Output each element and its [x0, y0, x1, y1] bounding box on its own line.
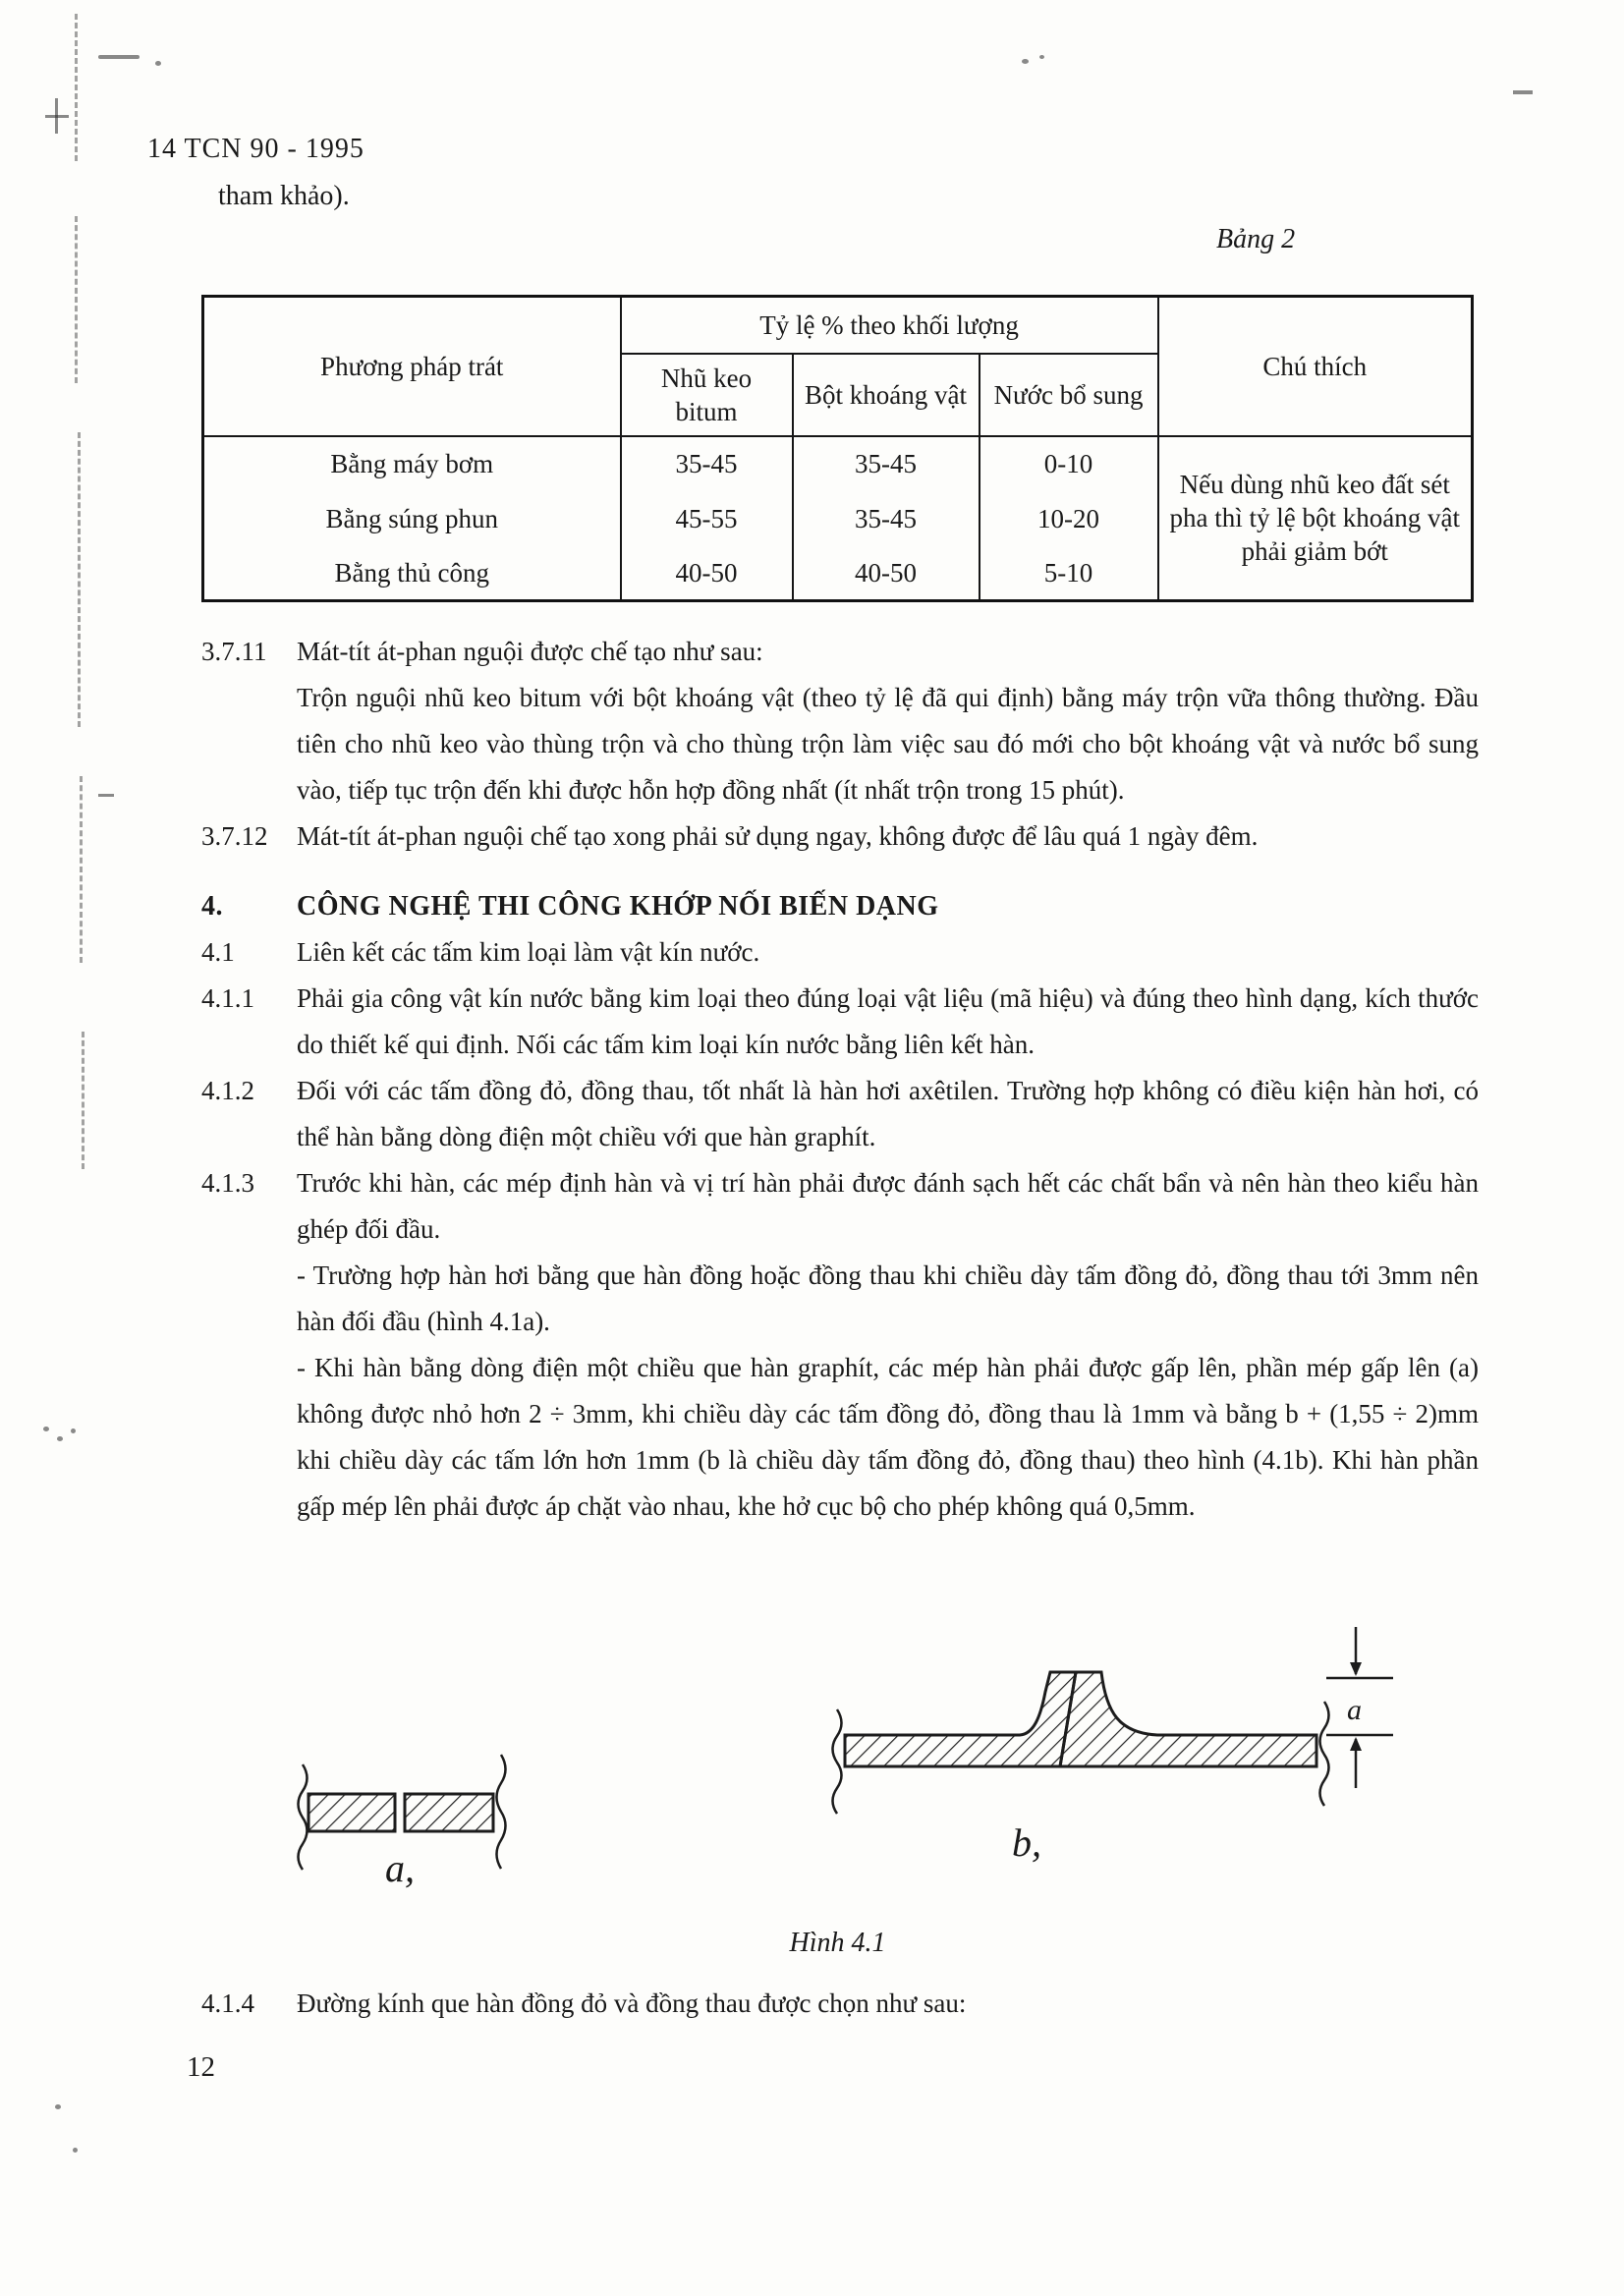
scan-artifact: [75, 14, 78, 161]
cell-note: Nếu dùng nhũ keo đất sét pha thì tỷ lệ bột khoáng vật phải giảm bớt: [1158, 436, 1473, 601]
section-text: CÔNG NGHỆ THI CÔNG KHỚP NỐI BIẾN DẠNG: [297, 891, 939, 922]
scan-artifact: [73, 2148, 78, 2153]
col-header-method: Phương pháp trát: [203, 297, 621, 436]
cell-emulsion: 40-50: [621, 546, 793, 601]
section-3-7-12: [201, 813, 1479, 860]
table-caption: Bảng 2: [1216, 224, 1296, 254]
col-header-mineral: Bột khoáng vật: [793, 354, 980, 436]
section-4-1-3: [201, 1160, 1479, 1253]
section-text: Đối với các tấm đồng đỏ, đồng thau, tốt nhất là hàn hơi axêtilen. Trường hợp không có điều kiện hàn hơi, có thể hàn bằng dòng điện một chiều với que hàn graphít.: [297, 1076, 1479, 1151]
break-line-right-icon: [1320, 1702, 1329, 1806]
section-number: 4.1.4: [201, 1988, 254, 2018]
section-number: 4.1.1: [201, 983, 254, 1013]
cell-water: 10-20: [980, 491, 1158, 546]
section-text: Đường kính que hàn đồng đỏ và đồng thau được chọn như sau:: [297, 1988, 967, 2018]
section-number: 4.: [201, 891, 223, 922]
section-number: 4.1.3: [201, 1168, 254, 1198]
section-text: Mát-tít át-phan nguội chế tạo xong phải sử dụng ngay, không được để lâu quá 1 ngày đêm.: [297, 821, 1259, 851]
dimension-a-label: a: [1347, 1694, 1362, 1726]
section-number: [201, 1253, 297, 1345]
scan-artifact: [98, 794, 114, 797]
break-line-left-icon: [299, 1764, 308, 1870]
scan-artifact: [82, 1032, 84, 1169]
flanged-joint-drawing: [813, 1619, 1408, 1816]
bullet-gas-welding: [201, 1253, 1479, 1345]
page-number: 12: [187, 2051, 215, 2083]
cell-mineral: 35-45: [793, 491, 980, 546]
col-header-emulsion: Nhũ keo bitum: [621, 354, 793, 436]
cell-mineral: 40-50: [793, 546, 980, 601]
section-text: Phải gia công vật kín nước bằng kim loại theo đúng loại vật liệu (mã hiệu) và đúng theo hình dạng, kích thước do thiết kế qui định. Nối các tấm kim loại kín nước bằng liên kết hàn.: [297, 983, 1479, 1059]
col-header-note: Chú thích: [1158, 297, 1473, 436]
cell-emulsion: 35-45: [621, 436, 793, 491]
cell-mineral: 35-45: [793, 436, 980, 491]
spec-table: [201, 295, 1474, 602]
section-text: Trộn nguội nhũ keo bitum với bột khoáng vật (theo tỷ lệ đã qui định) bằng máy trộn vữa thông thường. Đầu tiên cho nhũ keo vào thùng trộn và cho thùng trộn làm việc sau đó mới cho bột khoáng vật và nước bổ sung vào, tiếp tục trộn đến khi được hỗn hợp đồng nhất (ít nhất trộn trong 15 phút).: [297, 683, 1479, 805]
section-4-1-1: [201, 976, 1479, 1068]
section-text: - Trường hợp hàn hơi bằng que hàn đồng hoặc đồng thau khi chiều dày tấm đồng đỏ, đồng thau tới 3mm nên hàn đối đầu (hình 4.1a).: [297, 1260, 1479, 1336]
scan-artifact: [80, 776, 83, 963]
section-number: 3.7.12: [201, 821, 268, 851]
col-group-ratio: Tỷ lệ % theo khối lượng: [621, 297, 1158, 354]
figure-4-1b: [813, 1619, 1408, 1820]
bullet-dc-welding: [201, 1345, 1479, 1530]
cell-method: Bằng súng phun: [203, 491, 621, 546]
scan-artifact: [155, 61, 161, 66]
cell-water: 0-10: [980, 436, 1158, 491]
scan-artifact: [43, 1427, 49, 1431]
table-row: [203, 436, 1473, 491]
section-4-heading: [201, 883, 1479, 929]
section-number: [201, 675, 297, 813]
section-text: Liên kết các tấm kim loại làm vật kín nước.: [297, 937, 760, 967]
section-3-7-11: [201, 629, 1479, 675]
scan-artifact: [55, 98, 58, 134]
scan-artifact: [1039, 55, 1044, 59]
scan-artifact: [71, 1428, 76, 1433]
scan-artifact: [55, 2104, 61, 2109]
section-4-1-2: [201, 1068, 1479, 1160]
right-plate-shape: [1060, 1672, 1316, 1766]
scan-artifact: [98, 55, 140, 59]
scan-artifact: [1513, 90, 1533, 94]
section-number: [201, 1345, 297, 1530]
break-line-right-icon: [497, 1755, 506, 1869]
scan-artifact: [57, 1436, 63, 1441]
scan-artifact: [78, 432, 81, 727]
section-4-1-4: [201, 1981, 1479, 2027]
intro-line: tham khảo).: [218, 181, 350, 211]
section-text: Trước khi hàn, các mép định hàn và vị trí hàn phải được đánh sạch hết các chất bẩn và nên hàn theo kiểu hàn ghép đối đầu.: [297, 1168, 1479, 1244]
figure-a-label: a,: [385, 1846, 415, 1890]
section-text: - Khi hàn bằng dòng điện một chiều que hàn graphít, các mép hàn phải được gấp lên, phần mép gấp lên (a) không được nhỏ hơn 2 ÷ 3mm, khi chiều dày các tấm đồng đỏ, đồng thau là 1mm và bằng b + (1,55 ÷ 2)mm khi chiều dày các tấm lớn hơn 1mm (b là chiều dày tấm đồng đỏ, đồng thau) theo hình (4.1b). Khi hàn phần gấp mép lên phải được áp chặt vào nhau, khe hở cục bộ cho phép không quá 0,5mm.: [297, 1353, 1479, 1521]
scan-artifact: [1022, 59, 1029, 64]
dimension-a: [1326, 1627, 1393, 1788]
figure-b-label: b,: [1012, 1820, 1041, 1865]
section-number: 3.7.11: [201, 637, 267, 666]
paragraph-mixing: [201, 675, 1479, 813]
cell-method: Bằng máy bơm: [203, 436, 621, 491]
break-line-left-icon: [833, 1709, 842, 1814]
body-text: [201, 629, 1479, 1530]
document-code: 14 TCN 90 - 1995: [147, 134, 364, 164]
cell-emulsion: 45-55: [621, 491, 793, 546]
cell-water: 5-10: [980, 546, 1158, 601]
section-4-1: [201, 929, 1479, 976]
cell-method: Bằng thủ công: [203, 546, 621, 601]
left-plate-shape: [845, 1672, 1076, 1766]
section-number: 4.1: [201, 937, 235, 967]
figure-caption: Hình 4.1: [789, 1928, 886, 1958]
col-header-water: Nước bổ sung: [980, 354, 1158, 436]
section-text: Mát-tít át-phan nguội được chế tạo như sau:: [297, 637, 763, 666]
section-number: 4.1.2: [201, 1076, 254, 1105]
section-4-1-4-wrap: [201, 1981, 1479, 2027]
spec-table-wrap: [201, 295, 1474, 602]
scan-artifact: [75, 216, 78, 383]
